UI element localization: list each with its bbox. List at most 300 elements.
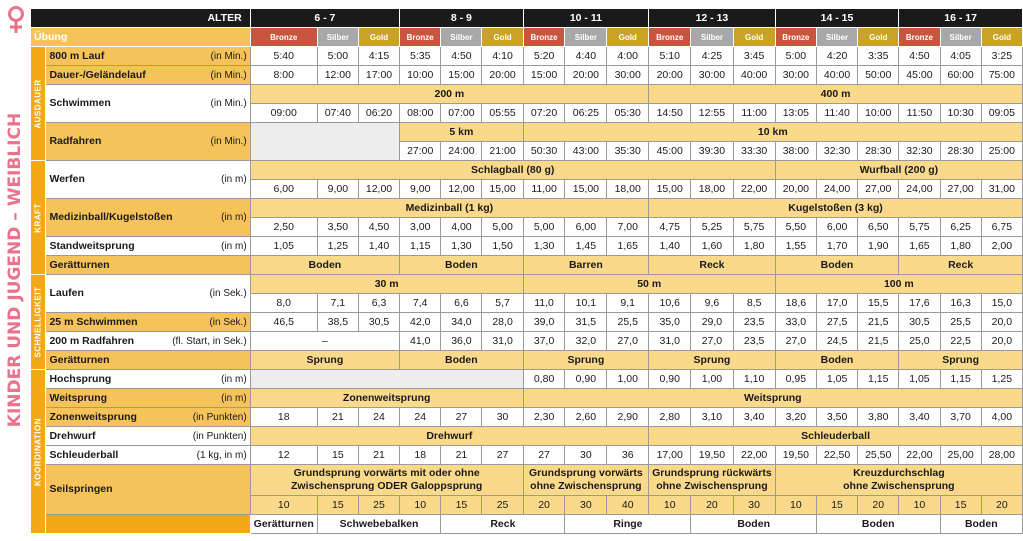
value-cell: 31,00 — [981, 180, 1022, 199]
exercise-name — [46, 389, 250, 408]
value-cell: 3,50 — [317, 218, 358, 237]
value-cell: 4,50 — [358, 218, 399, 237]
group-label — [250, 465, 523, 496]
value-cell: 18,00 — [607, 180, 649, 199]
exercise-label: Radfahren — [49, 135, 102, 147]
value-cell: 4:10 — [482, 47, 523, 66]
value-cell: 32,0 — [565, 332, 607, 351]
exercise-label: Werfen — [49, 173, 85, 185]
value-cell: 08:00 — [400, 104, 441, 123]
value-cell: 21,5 — [858, 332, 899, 351]
exercise-name — [46, 237, 250, 256]
value-cell: 1,50 — [482, 237, 523, 256]
value-cell: 20:00 — [482, 66, 523, 85]
value-cell: 22,00 — [899, 446, 940, 465]
value-cell: 24,00 — [816, 180, 857, 199]
unit-label: (in m) — [221, 174, 247, 185]
value-cell: 0,90 — [565, 370, 607, 389]
value-cell: 40:00 — [733, 66, 775, 85]
value-cell: 4:15 — [358, 47, 399, 66]
value-cell: 09:00 — [250, 104, 317, 123]
group-label — [649, 465, 776, 496]
group-label-line: ohne Zwischensprung — [843, 480, 955, 492]
exercise-name — [46, 47, 250, 66]
value-cell: 1,00 — [607, 370, 649, 389]
value-cell: 1,30 — [523, 237, 565, 256]
value-cell: 1,15 — [858, 370, 899, 389]
value-cell: 25,5 — [940, 313, 981, 332]
value-cell: 24,00 — [899, 180, 940, 199]
value-cell: 15,5 — [858, 294, 899, 313]
empty-cell — [250, 123, 399, 161]
value-cell: 5,00 — [482, 218, 523, 237]
value-cell: 2,00 — [981, 237, 1022, 256]
value-cell: 5,00 — [523, 218, 565, 237]
category-text: KOORDINATION — [33, 417, 43, 486]
table-row — [31, 161, 1023, 180]
value-cell: 20 — [858, 496, 899, 515]
value-cell: 27,0 — [691, 332, 733, 351]
value-cell: 20 — [523, 496, 565, 515]
age-group-header: 8 - 9 — [400, 9, 524, 28]
group-label: 200 m — [250, 85, 648, 104]
value-cell: 12,00 — [358, 180, 399, 199]
value-cell: 1,30 — [441, 237, 482, 256]
uebung-header: Übung — [31, 28, 251, 47]
exercise-name — [46, 370, 250, 389]
value-cell: 28:30 — [940, 142, 981, 161]
value-cell: 15,00 — [649, 180, 691, 199]
medal-header: Silber — [816, 28, 857, 47]
value-cell: 13:05 — [775, 104, 816, 123]
value-cell: – — [250, 332, 399, 351]
value-cell: 5,75 — [899, 218, 940, 237]
value-cell: 2,60 — [565, 408, 607, 427]
exercise-label: 25 m Schwimmen — [49, 315, 138, 328]
table-row — [31, 123, 1023, 142]
value-cell: 10,1 — [565, 294, 607, 313]
value-cell: 4:20 — [816, 47, 857, 66]
value-cell: 0,80 — [523, 370, 565, 389]
value-cell: 10:00 — [858, 104, 899, 123]
value-cell: 15,00 — [565, 180, 607, 199]
value-cell: 06:20 — [358, 104, 399, 123]
table-row — [31, 465, 1023, 496]
value-cell: 22,00 — [733, 446, 775, 465]
value-cell: 18 — [250, 408, 317, 427]
value-cell: 15 — [441, 496, 482, 515]
value-cell: 22,5 — [940, 332, 981, 351]
value-cell: 24 — [400, 408, 441, 427]
exercise-label: 200 m Radfahren — [49, 334, 135, 347]
apparatus-cell: Reck — [441, 515, 565, 534]
value-cell: 1,65 — [899, 237, 940, 256]
unit-label: (in Sek.) — [209, 316, 247, 328]
value-cell: 9,00 — [317, 180, 358, 199]
unit-label: (in Punkten) — [192, 430, 247, 442]
apparatus-cell: Reck — [899, 256, 1023, 275]
group-label-line: Grundsprung rückwärts — [652, 467, 772, 479]
value-cell: 30 — [733, 496, 775, 515]
value-cell: 24:00 — [441, 142, 482, 161]
exercise-name — [46, 199, 250, 237]
value-cell: 6,25 — [940, 218, 981, 237]
value-cell: 30 — [565, 496, 607, 515]
value-cell: 30,5 — [358, 313, 399, 332]
table-row — [31, 351, 1023, 370]
exercise-name — [46, 408, 250, 427]
value-cell: 27:00 — [400, 142, 441, 161]
value-cell: 18,00 — [691, 180, 733, 199]
value-cell: 25,50 — [858, 446, 899, 465]
group-label: Drehwurf — [250, 427, 648, 446]
exercise-name — [46, 465, 250, 515]
value-cell: 4:00 — [607, 47, 649, 66]
value-cell: 10:00 — [400, 66, 441, 85]
exercise-label: Seilspringen — [49, 483, 113, 495]
value-cell: 20:00 — [565, 66, 607, 85]
value-cell: 1,80 — [733, 237, 775, 256]
category-label — [31, 161, 46, 275]
value-cell: 60:00 — [940, 66, 981, 85]
value-cell: 27,00 — [940, 180, 981, 199]
medal-header: Silber — [691, 28, 733, 47]
value-cell: 39:30 — [691, 142, 733, 161]
medal-header: Bronze — [523, 28, 565, 47]
value-cell: 27,0 — [775, 332, 816, 351]
value-cell: 4,75 — [649, 218, 691, 237]
value-cell: 20:00 — [649, 66, 691, 85]
table-row — [31, 408, 1023, 427]
value-cell: 1,05 — [250, 237, 317, 256]
value-cell: 6,00 — [565, 218, 607, 237]
value-cell: 25,0 — [899, 332, 940, 351]
value-cell: 27,0 — [607, 332, 649, 351]
value-cell: 20 — [981, 496, 1022, 515]
medal-header: Gold — [607, 28, 649, 47]
value-cell: 40 — [607, 496, 649, 515]
value-cell: 10:30 — [940, 104, 981, 123]
value-cell: 11:40 — [816, 104, 857, 123]
value-cell: 4:50 — [441, 47, 482, 66]
value-cell: 12:55 — [691, 104, 733, 123]
value-cell: 1,70 — [816, 237, 857, 256]
value-cell: 17:00 — [358, 66, 399, 85]
unit-label: (in m) — [221, 392, 247, 404]
value-cell: 27 — [441, 408, 482, 427]
value-cell: 0,90 — [649, 370, 691, 389]
value-cell: 30 — [565, 446, 607, 465]
unit-label: (in Min.) — [210, 98, 247, 109]
value-cell: 32:30 — [899, 142, 940, 161]
value-cell: 30:00 — [691, 66, 733, 85]
apparatus-cell: Boden — [250, 256, 399, 275]
apparatus-cell: Ringe — [565, 515, 691, 534]
value-cell: 1,90 — [858, 237, 899, 256]
value-cell: 10,6 — [649, 294, 691, 313]
group-label-line: Kreuzdurchschlag — [853, 467, 945, 479]
value-cell: 21:00 — [482, 142, 523, 161]
group-label: Weitsprung — [523, 389, 1022, 408]
value-cell: 21 — [358, 446, 399, 465]
group-label-line: ohne Zwischensprung — [656, 480, 768, 492]
exercise-name — [46, 85, 250, 123]
value-cell: 29,0 — [691, 313, 733, 332]
value-cell: 50:00 — [858, 66, 899, 85]
female-symbol-icon — [5, 5, 27, 35]
value-cell: 3,70 — [940, 408, 981, 427]
value-cell: 35:30 — [607, 142, 649, 161]
table-row — [31, 275, 1023, 294]
value-cell: 1,40 — [649, 237, 691, 256]
value-cell: 36 — [607, 446, 649, 465]
apparatus-cell: Sprung — [523, 351, 648, 370]
value-cell: 46,5 — [250, 313, 317, 332]
value-cell: 27,00 — [858, 180, 899, 199]
medal-header: Bronze — [250, 28, 317, 47]
category-text: KRAFT — [33, 202, 43, 233]
value-cell: 21,5 — [858, 313, 899, 332]
value-cell: 12 — [250, 446, 317, 465]
group-label: 400 m — [649, 85, 1023, 104]
value-cell: 21 — [441, 446, 482, 465]
value-cell: 32:30 — [816, 142, 857, 161]
alter-header: ALTER — [31, 9, 251, 28]
value-cell: 9,1 — [607, 294, 649, 313]
group-label-line: ohne Zwischensprung — [530, 480, 642, 492]
value-cell: 37,0 — [523, 332, 565, 351]
value-cell: 28,0 — [482, 313, 523, 332]
exercise-label: Schleuderball — [49, 448, 119, 461]
exercise-name — [46, 256, 250, 275]
value-cell: 4:40 — [565, 47, 607, 66]
value-cell: 9,6 — [691, 294, 733, 313]
value-cell: 06:25 — [565, 104, 607, 123]
table-row — [31, 370, 1023, 389]
medal-header: Bronze — [400, 28, 441, 47]
age-group-header: 6 - 7 — [250, 9, 399, 28]
value-cell: 23,5 — [733, 332, 775, 351]
category-label — [46, 515, 250, 534]
category-label — [31, 275, 46, 370]
value-cell: 10 — [775, 496, 816, 515]
medal-header: Silber — [317, 28, 358, 47]
value-cell: 14:50 — [649, 104, 691, 123]
value-cell: 10 — [400, 496, 441, 515]
value-cell: 23,5 — [733, 313, 775, 332]
table-row — [31, 446, 1023, 465]
value-cell: 0,95 — [775, 370, 816, 389]
medal-header: Silber — [940, 28, 981, 47]
category-label — [31, 47, 46, 161]
exercise-label: Standweitsprung — [49, 239, 135, 252]
value-cell: 11,0 — [523, 294, 565, 313]
table-row — [31, 237, 1023, 256]
value-cell: 15,00 — [482, 180, 523, 199]
value-cell: 38,5 — [317, 313, 358, 332]
value-cell: 11,00 — [523, 180, 565, 199]
apparatus-cell: Boden — [691, 515, 817, 534]
group-label: 50 m — [523, 275, 775, 294]
value-cell: 10 — [899, 496, 940, 515]
value-cell: 07:20 — [523, 104, 565, 123]
apparatus-cell: Sprung — [899, 351, 1023, 370]
value-cell: 6,00 — [816, 218, 857, 237]
value-cell: 43:00 — [565, 142, 607, 161]
unit-label: (fl. Start, in Sek.) — [172, 335, 247, 347]
group-label: 30 m — [250, 275, 523, 294]
exercise-label: Weitsprung — [49, 391, 108, 404]
value-cell: 3,40 — [899, 408, 940, 427]
value-cell: 5,50 — [775, 218, 816, 237]
group-label — [523, 465, 648, 496]
medal-header: Silber — [441, 28, 482, 47]
value-cell: 2,50 — [250, 218, 317, 237]
table-row — [31, 256, 1023, 275]
table-row — [31, 332, 1023, 351]
group-label: Wurfball (200 g) — [775, 161, 1022, 180]
value-cell: 7,00 — [607, 218, 649, 237]
category-label — [31, 370, 46, 534]
value-cell: 28,00 — [981, 446, 1022, 465]
value-cell: 18 — [400, 446, 441, 465]
value-cell: 1,60 — [691, 237, 733, 256]
exercise-label: Gerätturnen — [253, 517, 314, 530]
value-cell: 1,40 — [358, 237, 399, 256]
unit-label: (in Punkten) — [192, 411, 247, 423]
table-row — [31, 389, 1023, 408]
value-cell: 17,6 — [899, 294, 940, 313]
value-cell: 8,0 — [250, 294, 317, 313]
exercise-label: Gerätturnen — [49, 258, 110, 271]
group-label: 5 km — [400, 123, 524, 142]
apparatus-cell: Boden — [775, 256, 899, 275]
value-cell: 1,80 — [940, 237, 981, 256]
value-cell: 24,5 — [816, 332, 857, 351]
medal-header: Bronze — [899, 28, 940, 47]
value-cell: 5:10 — [649, 47, 691, 66]
exercise-name — [46, 332, 250, 351]
value-cell: 3,80 — [858, 408, 899, 427]
value-cell: 7,4 — [400, 294, 441, 313]
value-cell: 4:25 — [691, 47, 733, 66]
value-cell: 1,10 — [733, 370, 775, 389]
exercise-name — [46, 351, 250, 370]
value-cell: 4,00 — [981, 408, 1022, 427]
value-cell: 2,80 — [649, 408, 691, 427]
medal-header: Gold — [482, 28, 523, 47]
value-cell: 6,75 — [981, 218, 1022, 237]
age-group-header: 14 - 15 — [775, 9, 899, 28]
group-label: Schlagball (80 g) — [250, 161, 775, 180]
unit-label: (in m) — [221, 240, 247, 252]
value-cell: 27 — [523, 446, 565, 465]
value-cell: 5,7 — [482, 294, 523, 313]
value-cell: 30:00 — [775, 66, 816, 85]
value-cell: 75:00 — [981, 66, 1022, 85]
medal-header: Bronze — [649, 28, 691, 47]
value-cell: 5:20 — [523, 47, 565, 66]
group-label-line: Zwischensprung ODER Galoppsprung — [290, 480, 483, 492]
group-label: Schleuderball — [649, 427, 1023, 446]
value-cell: 30 — [482, 408, 523, 427]
value-cell: 36,0 — [441, 332, 482, 351]
value-cell: 1,05 — [816, 370, 857, 389]
value-cell: 1,15 — [400, 237, 441, 256]
value-cell: 24 — [358, 408, 399, 427]
value-cell: 9,00 — [400, 180, 441, 199]
apparatus-cell: Boden — [775, 351, 899, 370]
table-row — [31, 515, 1023, 534]
value-cell: 12,00 — [441, 180, 482, 199]
table-row — [31, 199, 1023, 218]
unit-label: (in Min.) — [210, 136, 247, 147]
exercise-label: Laufen — [49, 287, 84, 299]
exercise-name — [46, 427, 250, 446]
exercise-name — [46, 161, 250, 199]
value-cell: 15:00 — [523, 66, 565, 85]
value-cell: 4:50 — [899, 47, 940, 66]
category-text: SCHNELLIGKEIT — [33, 286, 43, 358]
value-cell: 3,20 — [775, 408, 816, 427]
empty-cell — [250, 370, 523, 389]
value-cell: 15,0 — [981, 294, 1022, 313]
value-cell: 27,5 — [816, 313, 857, 332]
unit-label: (in Min.) — [210, 69, 247, 81]
medal-header: Gold — [358, 28, 399, 47]
value-cell: 3:25 — [981, 47, 1022, 66]
group-label — [775, 465, 1022, 496]
table-row — [31, 9, 1023, 28]
value-cell: 18,6 — [775, 294, 816, 313]
exercise-name — [46, 313, 250, 332]
exercise-name — [46, 66, 250, 85]
value-cell: 17,0 — [816, 294, 857, 313]
value-cell: 1,65 — [607, 237, 649, 256]
value-cell: 31,0 — [649, 332, 691, 351]
group-label: Medizinball (1 kg) — [250, 199, 648, 218]
value-cell: 3,40 — [733, 408, 775, 427]
value-cell: 7,1 — [317, 294, 358, 313]
table-row — [31, 66, 1023, 85]
group-label: 100 m — [775, 275, 1022, 294]
value-cell: 3,00 — [400, 218, 441, 237]
value-cell: 19,50 — [691, 446, 733, 465]
medal-header: Gold — [733, 28, 775, 47]
value-cell: 33,0 — [775, 313, 816, 332]
value-cell: 30:00 — [607, 66, 649, 85]
value-cell: 16,3 — [940, 294, 981, 313]
unit-label: (in Min.) — [210, 50, 247, 62]
value-cell: 5:35 — [400, 47, 441, 66]
group-label: Zonenweitsprung — [250, 389, 523, 408]
apparatus-cell: Boden — [816, 515, 940, 534]
vertical-title: KINDER UND JUGEND – WEIBLICH — [5, 112, 25, 428]
group-label: Kugelstoßen (3 kg) — [649, 199, 1023, 218]
value-cell: 28:30 — [858, 142, 899, 161]
exercise-label: Hochsprung — [49, 372, 112, 385]
value-cell: 31,0 — [482, 332, 523, 351]
table-row — [31, 28, 1023, 47]
value-cell: 20,00 — [775, 180, 816, 199]
value-cell: 3:35 — [858, 47, 899, 66]
value-cell: 5:40 — [250, 47, 317, 66]
exercise-label: 800 m Lauf — [49, 49, 105, 62]
apparatus-cell: Schwebebalken — [317, 515, 441, 534]
value-cell: 07:00 — [441, 104, 482, 123]
apparatus-cell: Sprung — [649, 351, 776, 370]
value-cell: 07:40 — [317, 104, 358, 123]
